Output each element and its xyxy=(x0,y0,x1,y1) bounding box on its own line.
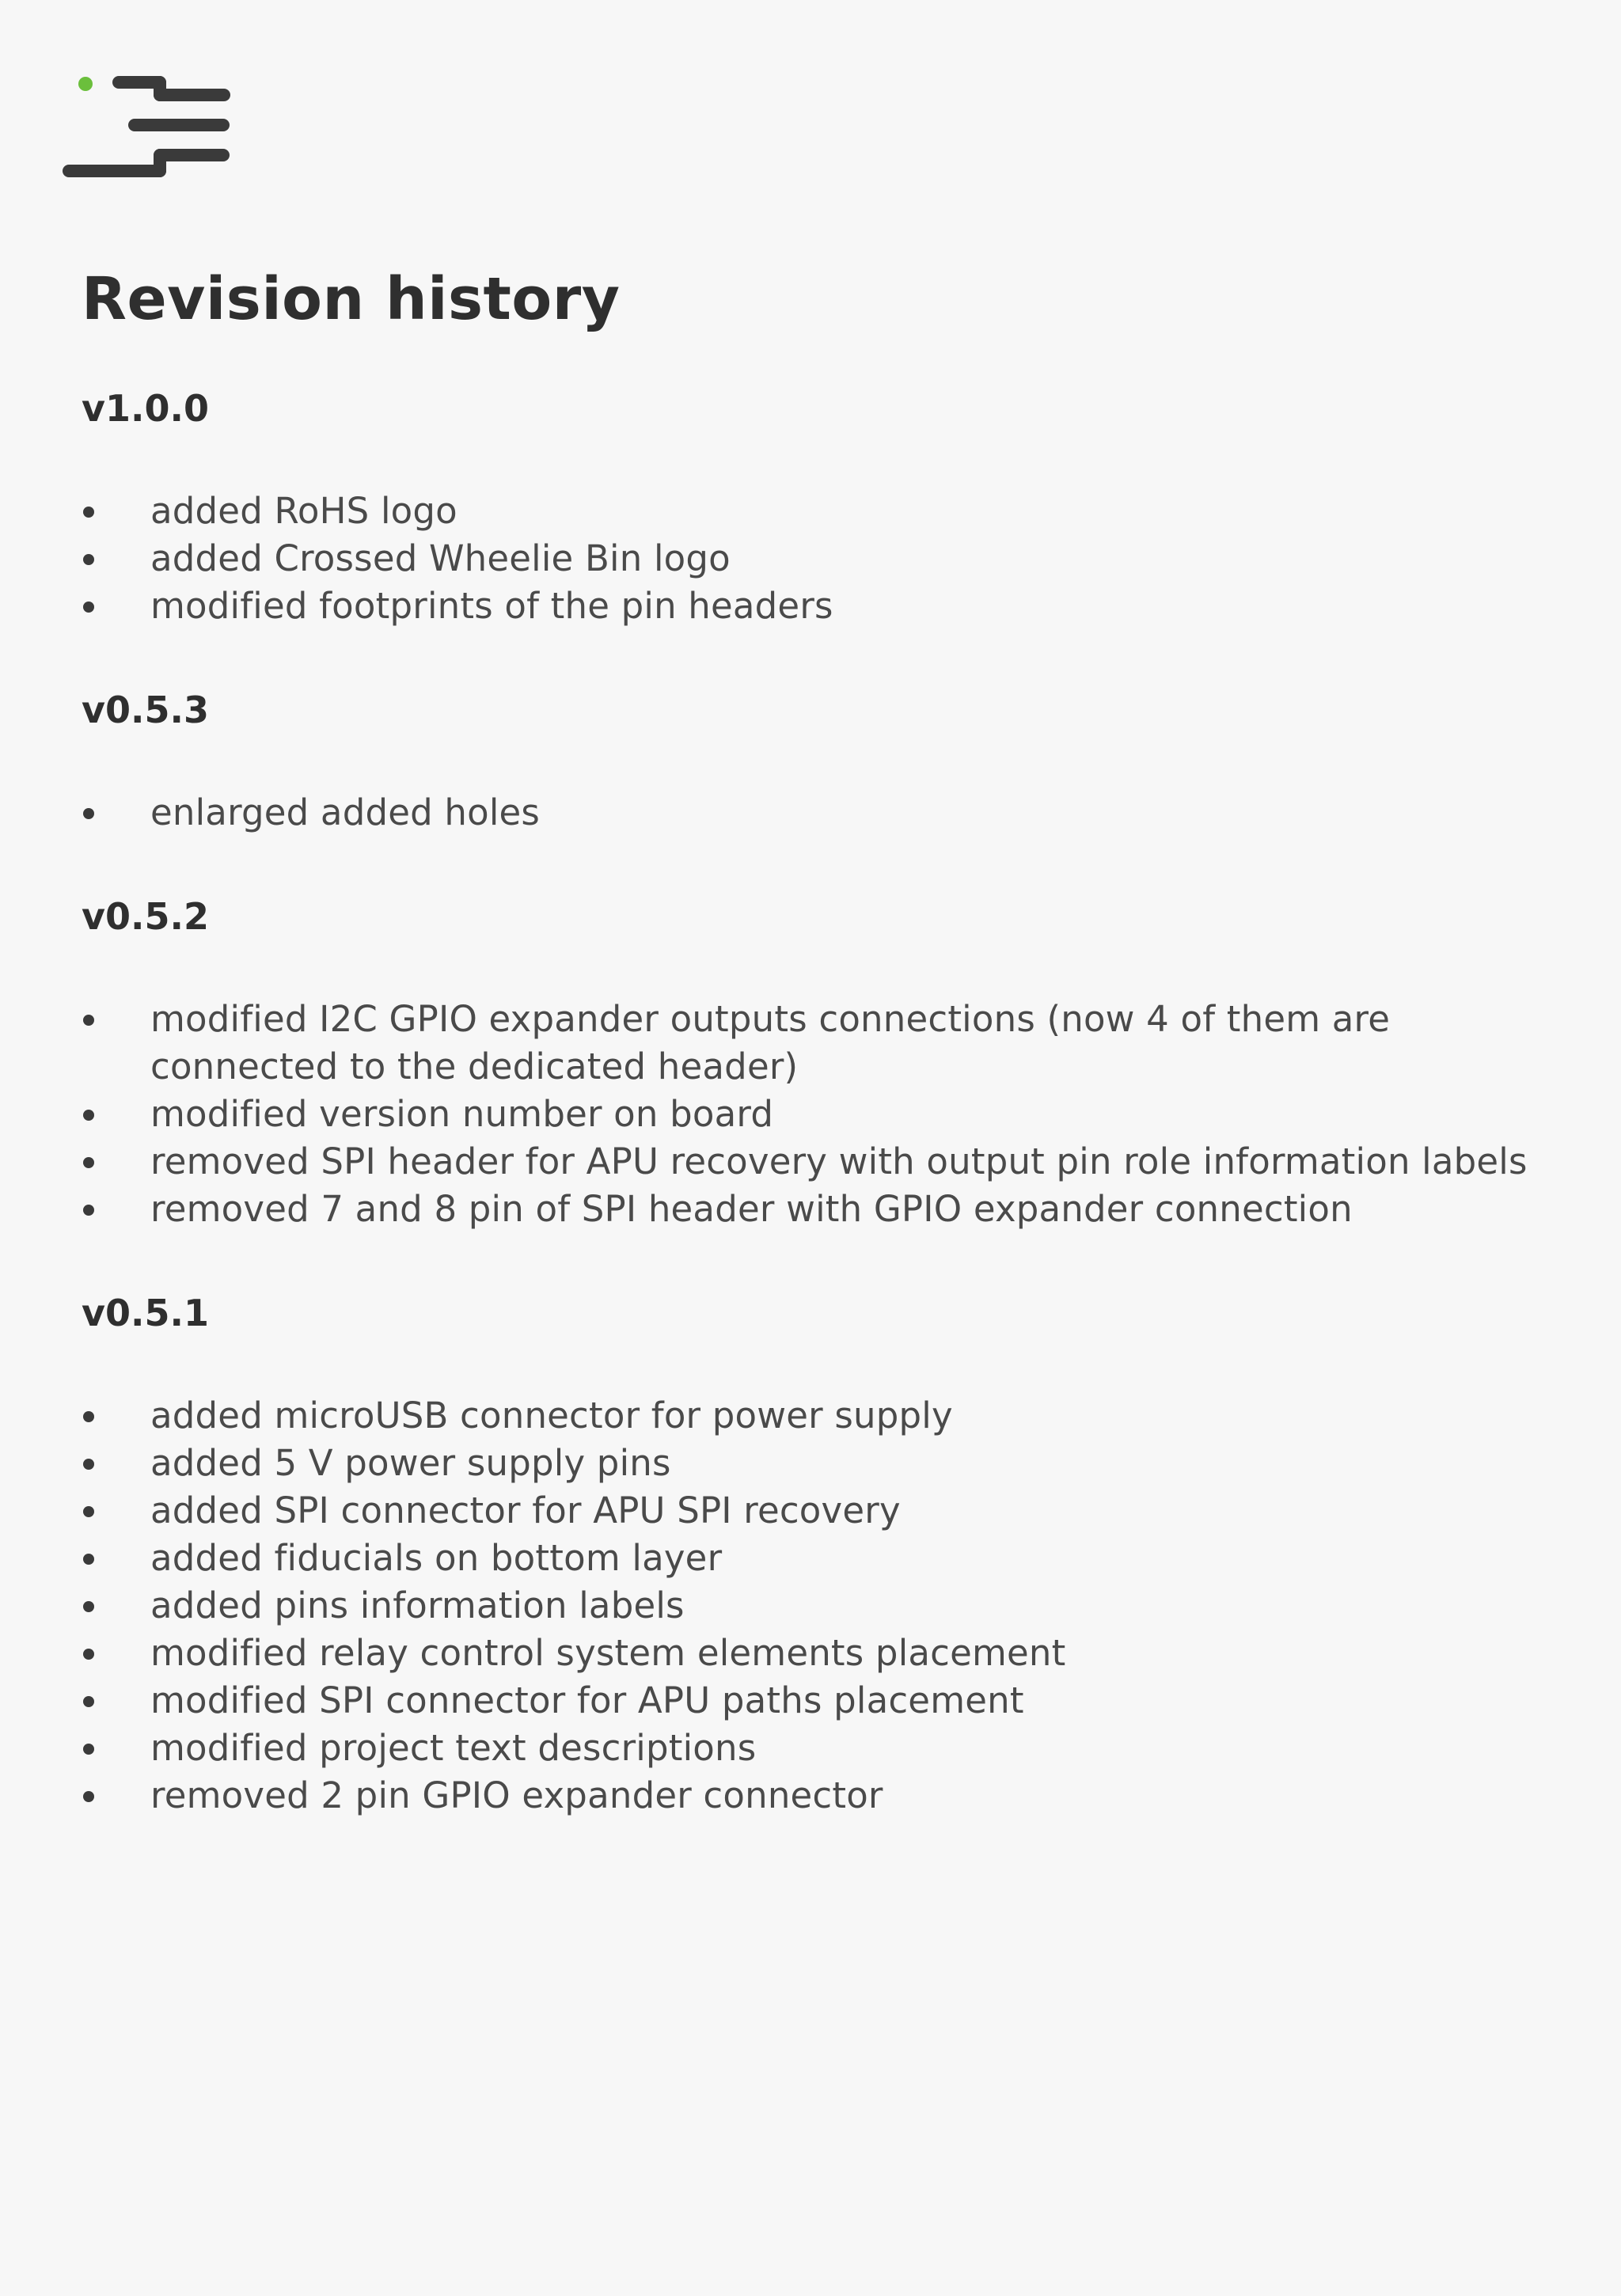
list-item-text: added Crossed Wheelie Bin logo xyxy=(150,537,731,579)
list-item xyxy=(82,1440,1554,1487)
bullet-icon xyxy=(83,1205,94,1216)
list-item xyxy=(82,1392,1554,1440)
list-item xyxy=(82,1582,1554,1630)
list-item-text: added 5 V power supply pins xyxy=(150,1442,671,1484)
bullet-icon xyxy=(83,1649,94,1660)
bullet-icon xyxy=(83,1015,94,1026)
bullet-icon xyxy=(83,1601,94,1612)
page-title: Revision history xyxy=(82,265,621,333)
bullet-icon xyxy=(83,1554,94,1565)
list-item xyxy=(82,996,1554,1091)
bullet-icon xyxy=(83,507,94,518)
version-heading: v0.5.3 xyxy=(82,689,209,731)
revision-section-v0-5-2 xyxy=(82,893,1554,1233)
bullet-icon xyxy=(83,1459,94,1470)
list-item xyxy=(82,535,1554,583)
list-item-text: modified version number on board xyxy=(150,1093,774,1135)
bullet-icon xyxy=(83,602,94,613)
list-item xyxy=(82,1091,1554,1138)
revision-section-v0-5-3 xyxy=(82,686,1554,837)
bullet-icon xyxy=(83,1110,94,1121)
version-heading: v1.0.0 xyxy=(82,387,209,430)
list-item-text: modified relay control system elements placement xyxy=(150,1632,1066,1674)
change-list xyxy=(82,996,1554,1233)
bullet-icon xyxy=(83,1696,94,1707)
change-list xyxy=(82,1392,1554,1820)
list-item xyxy=(82,1487,1554,1535)
list-item-text: added microUSB connector for power supply xyxy=(150,1395,953,1436)
list-item-text: added fiducials on bottom layer xyxy=(150,1537,723,1579)
revision-section-v1-0-0 xyxy=(82,385,1554,630)
change-list xyxy=(82,789,1554,837)
bullet-icon xyxy=(83,554,94,565)
version-heading: v0.5.1 xyxy=(82,1292,209,1334)
list-item xyxy=(82,1677,1554,1725)
list-item-text: added SPI connector for APU SPI recovery xyxy=(150,1490,901,1531)
revision-history-content xyxy=(82,255,1554,1820)
bullet-icon xyxy=(83,1411,94,1422)
list-item xyxy=(82,1138,1554,1186)
list-item-text: removed SPI header for APU recovery with output pin role information labels xyxy=(150,1140,1528,1182)
list-item xyxy=(82,1725,1554,1772)
version-heading: v0.5.2 xyxy=(82,895,209,938)
list-item-text: modified project text descriptions xyxy=(150,1727,757,1769)
list-item xyxy=(82,789,1554,837)
list-item xyxy=(82,1630,1554,1677)
company-logo-icon xyxy=(62,73,231,180)
list-item xyxy=(82,1535,1554,1582)
list-item-text: removed 7 and 8 pin of SPI header with GPIO expander connection xyxy=(150,1188,1353,1230)
bullet-icon xyxy=(83,1157,94,1168)
bullet-icon xyxy=(83,1744,94,1755)
list-item-text: enlarged added holes xyxy=(150,791,541,833)
bullet-icon xyxy=(83,808,94,819)
list-item xyxy=(82,1772,1554,1820)
bullet-icon xyxy=(83,1791,94,1802)
list-item-text: modified footprints of the pin headers xyxy=(150,585,833,627)
bullet-icon xyxy=(83,1506,94,1517)
list-item-text: added pins information labels xyxy=(150,1584,685,1626)
list-item-text: removed 2 pin GPIO expander connector xyxy=(150,1774,883,1816)
list-item-text: modified SPI connector for APU paths placement xyxy=(150,1679,1024,1721)
list-item xyxy=(82,583,1554,630)
list-item xyxy=(82,1186,1554,1233)
list-item xyxy=(82,488,1554,535)
list-item-text: modified I2C GPIO expander outputs connections (now 4 of them are connected to the dedicated header) xyxy=(150,998,1391,1087)
change-list xyxy=(82,488,1554,630)
list-item-text: added RoHS logo xyxy=(150,490,457,532)
revision-section-v0-5-1 xyxy=(82,1289,1554,1820)
